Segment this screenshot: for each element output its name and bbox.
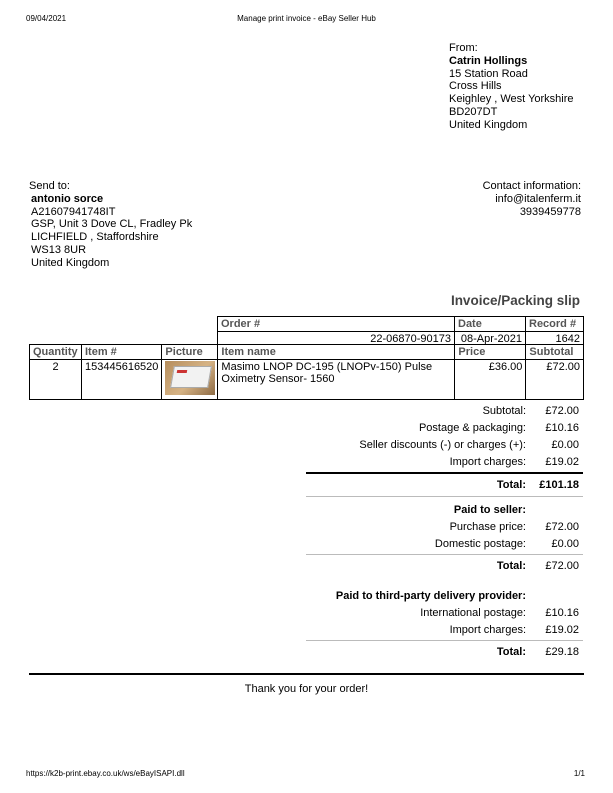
from-label: From: [449,42,478,54]
send-to-label: Send to: [29,180,70,192]
item-picture [162,360,218,400]
divider [306,496,583,497]
import-charges-value: £19.02 [545,456,579,468]
postage-label: Postage & packaging: [418,422,526,434]
picture-header: Picture [162,345,218,360]
postage-value: £10.16 [545,422,579,434]
contact-block [483,180,581,218]
domestic-postage-label: Domestic postage: [434,538,526,550]
price-header: Price [455,345,526,360]
third-party-import-label: Import charges: [449,624,526,636]
print-title: Manage print invoice - eBay Seller Hub [237,14,376,23]
divider [306,640,583,641]
order-info-table [217,316,584,347]
item-price: £36.00 [455,360,526,400]
grand-total-label: Total: [496,479,526,491]
date-header: Date [455,317,526,332]
item-number: 153445616520 [82,360,162,400]
international-postage-value: £10.16 [545,607,579,619]
send-to-address-line: GSP, Unit 3 Dove CL, Fradley Pk [31,218,193,231]
from-name: Catrin Hollings [449,54,528,67]
contact-email: info@italenferm.it [495,192,581,205]
footer-url: https://k2b-print.ebay.co.uk/ws/eBayISAPI.dll [26,769,185,778]
purchase-price-label: Purchase price: [449,521,526,533]
from-address-line: BD207DT [449,105,498,118]
third-party-total-value: £29.18 [545,646,579,658]
grand-total-value: £101.18 [539,479,579,491]
thank-you-message: Thank you for your order! [244,683,369,695]
subtotal-header: Subtotal [526,345,584,360]
record-header: Record # [526,317,584,332]
send-to-address-line: WS13 8UR [31,243,87,256]
send-to-address-line: United Kingdom [31,256,110,269]
item-number-header: Item # [82,345,162,360]
subtotal-value: £72.00 [545,405,579,417]
domestic-postage-value: £0.00 [551,538,579,550]
from-address-line: United Kingdom [449,118,528,131]
items-header-row [30,345,584,360]
footer-page-number: 1/1 [573,769,585,778]
item-subtotal: £72.00 [526,360,584,400]
discounts-label: Seller discounts (-) or charges (+): [359,439,526,451]
table-row [30,360,584,400]
international-postage-label: International postage: [420,607,526,619]
seller-total-label: Total: [496,560,526,572]
send-to-block [29,180,192,270]
order-date: 08-Apr-2021 [455,332,526,347]
third-party-import-value: £19.02 [545,624,579,636]
discounts-value: £0.00 [551,439,579,451]
from-address-line: Keighley , West Yorkshire [449,93,574,106]
print-date: 09/04/2021 [26,14,67,23]
divider [306,472,583,474]
item-name-header: Item name [218,345,455,360]
product-thumbnail [165,361,215,395]
purchase-price-value: £72.00 [545,521,579,533]
from-address-line: 15 Station Road [449,67,528,80]
third-party-total-label: Total: [496,646,526,658]
contact-phone: 3939459778 [519,205,581,218]
send-to-address-line: A21607941748IT [31,205,116,218]
divider [306,554,583,555]
order-number: 22-06870-90173 [218,332,455,347]
invoice-title: Invoice/Packing slip [450,293,580,308]
send-to-address-line: LICHFIELD , Staffordshire [31,231,159,244]
item-name: Masimo LNOP DC-195 (LNOPv-150) Pulse Oximetry Sensor- 1560 [218,360,455,400]
divider [29,673,584,675]
quantity-header: Quantity [30,345,82,360]
subtotal-label: Subtotal: [482,405,526,417]
contact-label: Contact information: [482,180,581,192]
item-quantity: 2 [30,360,82,400]
items-table [29,344,584,400]
send-to-name: antonio sorce [31,192,104,205]
third-party-heading: Paid to third-party delivery provider: [335,590,526,602]
order-number-header: Order # [218,317,455,332]
record-number: 1642 [526,332,584,347]
from-block [449,42,574,132]
import-charges-label: Import charges: [449,456,526,468]
paid-to-seller-heading: Paid to seller: [453,504,526,516]
from-address-line: Cross Hills [449,80,502,93]
seller-total-value: £72.00 [545,560,579,572]
